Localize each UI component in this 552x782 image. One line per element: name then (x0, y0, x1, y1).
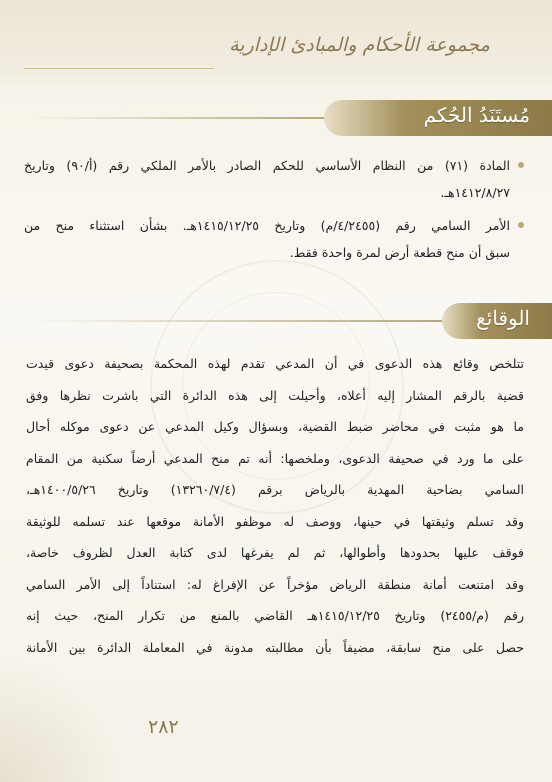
text-line: قضية بالرقم المشار إليه أعلاه، وأحيلت إلى هذه الدائرة التي باشرت نظرها وفق (26, 387, 524, 403)
text-line: تتلخص وقائع هذه الدعوى في أن المدعي تقدم لهذه المحكمة بصحيفة دعوى قيدت (26, 356, 524, 371)
text-line: ما هو مثبت في محاضر ضبط القضية، وبسؤال وكيل المدعي عن دعوى موكله أحال (26, 419, 524, 434)
section-heading-facts (442, 303, 552, 339)
list-item-line: سبق أن منح قطعة أرض لمرة واحدة فقط. (289, 245, 510, 260)
text-line: وقد تسلم وثيقتها في حينها، ووصف له موظفو الأمانة موقعها عند تسلمه للوثيقة (26, 513, 524, 529)
text-line: على ما ورد في صحيفة الدعوى، وملخصها: أنه تم منح المدعي أرضاً سكنية من المقام (26, 450, 524, 466)
page-number: ٢٨٢ (148, 716, 179, 738)
text-line: السامي بضاحية المهدية بالرياض برقم (١٣٢٦٠/٧/٤) وتاريخ ١٤٠٠/٥/٢٦هـ، (26, 482, 524, 497)
list-item (24, 212, 524, 266)
corner-ornament (0, 662, 130, 782)
list-item-line: ١٤١٢/٨/٢٧هـ. (440, 185, 510, 200)
list-item-line: المادة (٧١) من النظام الأساسي للحكم الصادر بالأمر الملكي رقم (أ/٩٠) وتاريخ (24, 158, 510, 173)
list-item (24, 152, 524, 206)
facts-paragraph (26, 348, 524, 663)
basis-list (24, 152, 524, 266)
text-line: فوقف عليها بحدودها وأطوالها، ثم لم يفرغها لدى كتابة العدل لظروف خاصة، (26, 545, 524, 560)
section-divider (30, 320, 450, 322)
header-divider (24, 68, 214, 69)
section-heading-basis (324, 100, 552, 136)
section-title: مُستَنَدُ الحُكم (423, 103, 530, 127)
section-title: الوقائع (476, 306, 530, 330)
text-line: رقم (م/٢٤٥٥) وتاريخ ١٤١٥/١٢/٢٥هـ القاضي بالمنع من تكرار المنح، حيث إنه (26, 608, 524, 623)
bullet-icon (518, 222, 524, 228)
section-divider (30, 117, 330, 119)
text-line: حصل على منح سابقة، مضيفاً بأن مطالبته مدونة في المعاملة الدائرة بين الأمانة (26, 639, 524, 655)
running-header-title: مجموعة الأحكام والمبادئ الإدارية (229, 34, 490, 56)
list-item-line: الأمر السامي رقم (٤/٢٤٥٥/م) وتاريخ ١٤١٥/١٢/٢٥هـ. بشأن استثناء منح من (24, 218, 511, 233)
text-line: وقد امتنعت أمانة منطقة الرياض مؤخراً عن الإفراغ له: استناداً إلى الأمر السامي (26, 576, 524, 592)
bullet-icon (518, 162, 524, 168)
